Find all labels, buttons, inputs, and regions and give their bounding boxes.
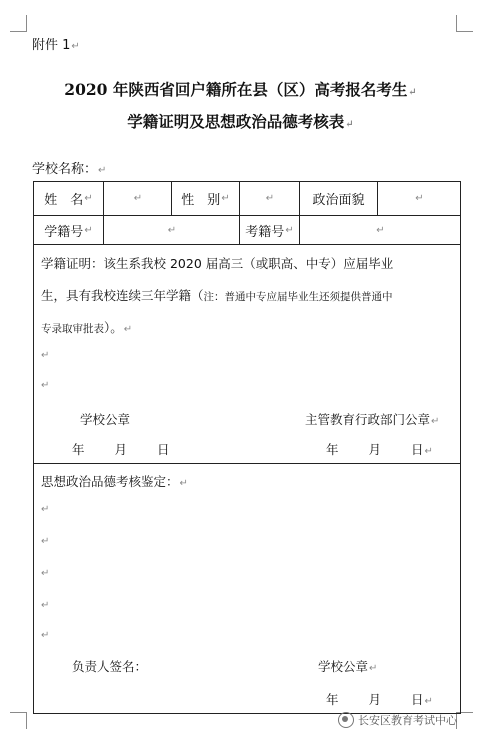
moral-assessment-label: 思想政治品德考核鉴定：↵ bbox=[41, 474, 188, 489]
status-proof-line2: 生，具有我校连续三年学籍（注：普通中专应届毕业生还须提供普通中 bbox=[41, 288, 393, 303]
status-proof-line3: 专录取审批表）。↵ bbox=[41, 320, 133, 335]
name-value-cell[interactable]: ↵ bbox=[133, 193, 143, 204]
school-name-label: 学校名称：↵ bbox=[32, 162, 107, 177]
status-date-right: 年 月 日↵ bbox=[326, 442, 433, 457]
student-id-label: 学籍号 ↵ bbox=[44, 224, 93, 240]
watermark bbox=[338, 712, 457, 728]
status-proof-line1: 学籍证明：该生系我校 2020 届高三（或职高、中专）应届毕业 bbox=[41, 256, 394, 271]
paragraph-mark: ↵ bbox=[41, 630, 50, 641]
paragraph-mark: ↵ bbox=[41, 380, 50, 391]
paragraph-mark: ↵ bbox=[41, 350, 50, 361]
political-status-value-cell[interactable]: ↵ bbox=[415, 193, 424, 204]
crop-mark-bottom-right bbox=[456, 712, 473, 729]
political-status-label: 政治面貌 bbox=[312, 193, 365, 208]
moral-date: 年 月 日↵ bbox=[326, 692, 433, 707]
paragraph-mark: ↵ bbox=[41, 600, 50, 611]
signer-label: 负责人签名： bbox=[72, 659, 148, 674]
school-seal-label: 学校公章 bbox=[80, 412, 131, 427]
authority-seal-label: 主管教育行政部门公章↵ bbox=[305, 412, 440, 427]
gender-label: 性 别 ↵ bbox=[181, 193, 230, 208]
gender-value-cell[interactable]: ↵ bbox=[265, 193, 275, 204]
name-label: 姓 名 ↵ bbox=[44, 193, 93, 208]
attachment-label: 附件 1↵ bbox=[32, 38, 80, 53]
document-title-line2: 学籍证明及思想政治品德考核表↵ bbox=[127, 112, 354, 131]
crop-mark-bottom-left bbox=[10, 712, 27, 729]
document-title-line1: 2020 年陕西省回户籍所在县（区）高考报名考生↵ bbox=[64, 80, 417, 99]
moral-school-seal-label: 学校公章↵ bbox=[318, 659, 378, 674]
crop-mark-top-left bbox=[10, 15, 27, 32]
exam-id-label: 考籍号 ↵ bbox=[245, 224, 294, 240]
paragraph-mark: ↵ bbox=[41, 504, 50, 515]
status-date-left: 年 月 日 bbox=[72, 442, 170, 457]
exam-id-value-cell[interactable]: ↵ bbox=[376, 224, 385, 236]
watermark-text: 长安区教育考试中心 bbox=[358, 714, 457, 727]
crop-mark-top-right bbox=[456, 15, 473, 32]
wechat-account-icon bbox=[338, 712, 354, 728]
paragraph-mark: ↵ bbox=[41, 568, 50, 579]
paragraph-mark: ↵ bbox=[41, 536, 50, 547]
student-id-value-cell[interactable]: ↵ bbox=[167, 224, 177, 236]
